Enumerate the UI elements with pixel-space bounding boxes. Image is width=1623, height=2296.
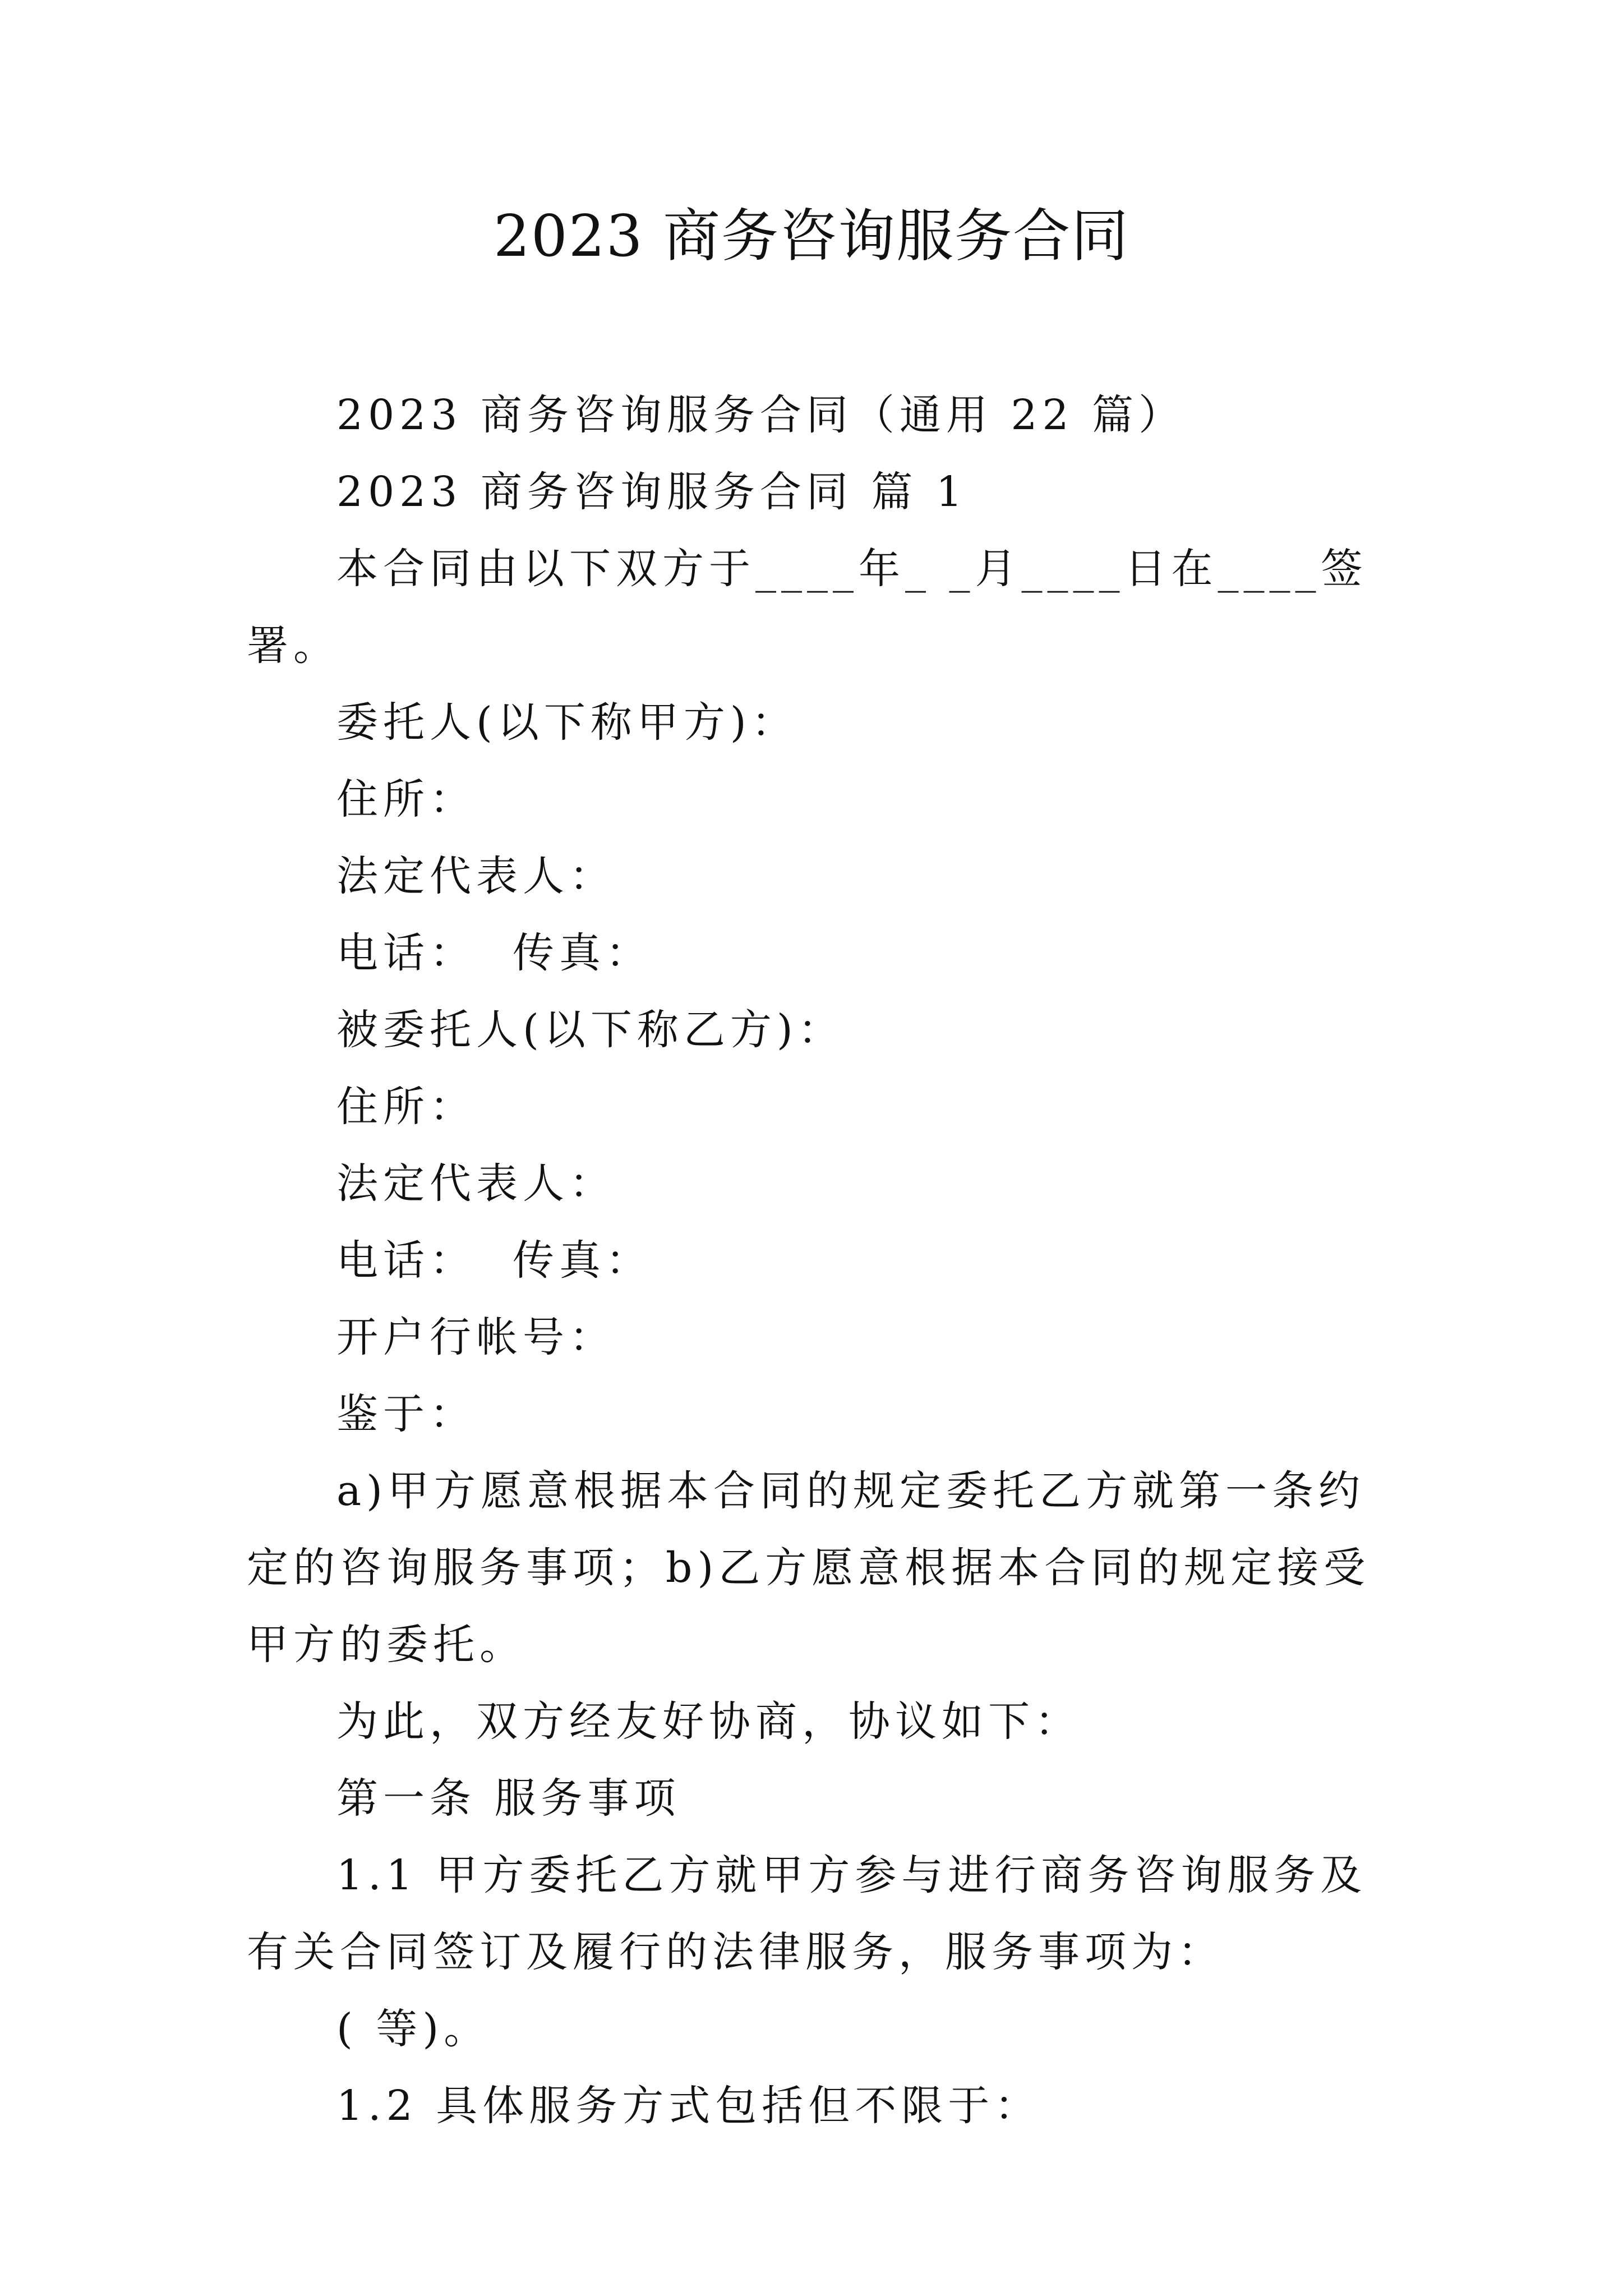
paragraph-section-heading: 2023 商务咨询服务合同 篇 1 bbox=[336, 468, 967, 516]
paragraph-agreement-intro: 为此，双方经友好协商，协议如下： bbox=[336, 1697, 1081, 1746]
paragraph-article-1-heading: 第一条 服务事项 bbox=[336, 1774, 681, 1823]
paragraph-signing-date: 本合同由以下双方于____年_ _月____日在____签署。 bbox=[247, 545, 1368, 670]
paragraph-subtitle: 2023 商务咨询服务合同（通用 22 篇） bbox=[336, 391, 1186, 439]
paragraph-party-a-address: 住所： bbox=[336, 775, 476, 823]
document-body bbox=[247, 377, 1387, 2145]
paragraph-party-b-representative: 法定代表人： bbox=[336, 1159, 616, 1208]
paragraph-party-a: 委托人(以下称甲方)： bbox=[336, 698, 798, 747]
paragraph-clause-1-1-detail: ( 等)。 bbox=[336, 2005, 491, 2053]
paragraph-clause-1-2: 1.2 具体服务方式包括但不限于： bbox=[336, 2082, 1041, 2130]
paragraph-whereas: 鉴于： bbox=[336, 1390, 476, 1438]
document-title: 2023 商务咨询服务合同 bbox=[493, 203, 1129, 270]
paragraph-recitals: a)甲方愿意根据本合同的规定委托乙方就第一条约定的咨询服务事项；b)乙方愿意根据本合同的规定接受甲方的委托。 bbox=[247, 1467, 1371, 1669]
paragraph-bank-account: 开户行帐号： bbox=[336, 1313, 616, 1361]
paragraph-party-a-phone-fax: 电话： 传真： bbox=[336, 929, 653, 977]
paragraph-party-b-address: 住所： bbox=[336, 1083, 476, 1131]
paragraph-party-b: 被委托人(以下称乙方)： bbox=[336, 1006, 845, 1054]
paragraph-party-b-phone-fax: 电话： 传真： bbox=[336, 1236, 653, 1285]
paragraph-clause-1-1: 1.1 甲方委托乙方就甲方参与进行商务咨询服务及有关合同签订及履行的法律服务，服务事项为： bbox=[247, 1851, 1367, 1976]
paragraph-party-a-representative: 法定代表人： bbox=[336, 852, 616, 900]
